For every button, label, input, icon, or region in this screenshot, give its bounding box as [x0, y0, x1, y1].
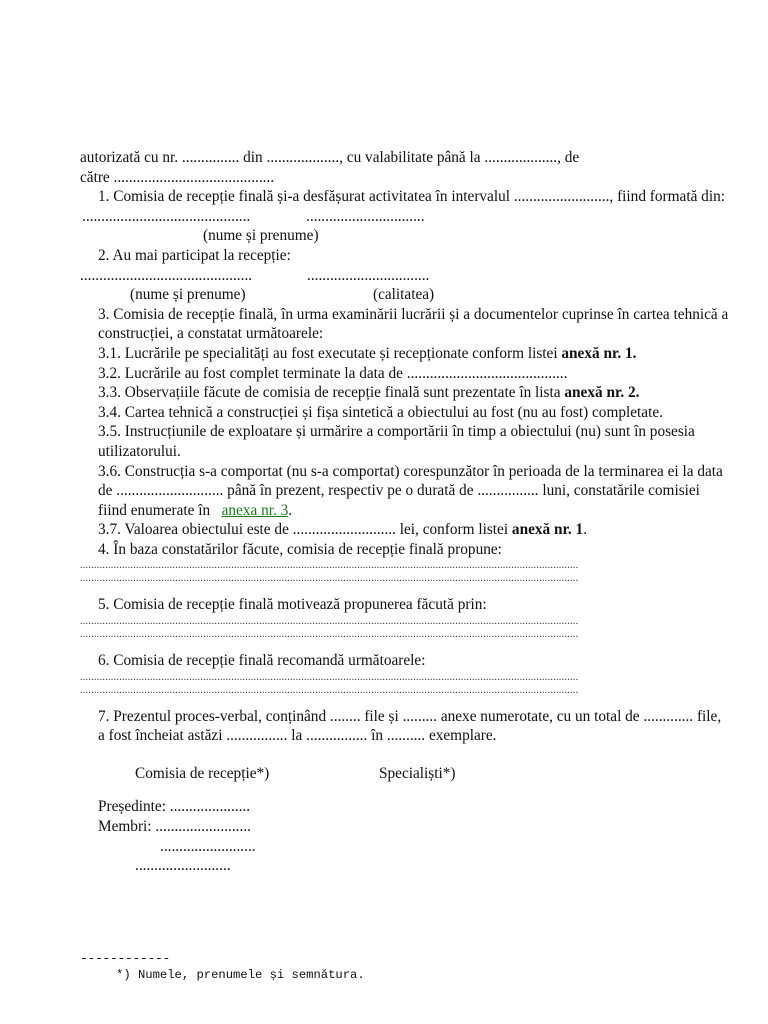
footnote: *) Numele, prenumele și semnătura. — [116, 968, 365, 982]
dotted-fill-line: .................................................................................................................................................................................. — [80, 671, 579, 683]
paragraph-6: 6. Comisia de recepție finală recomandă următoarele: — [98, 652, 426, 670]
name-dots: ............................................ — [82, 207, 251, 225]
paragraph-3: 3. Comisia de recepție finală, în urma examinării lucrării și a documentelor cuprinse în cartea tehnică a construcției, a constatat următoarele: — [98, 305, 733, 343]
member-line: ......................... — [135, 857, 231, 875]
intro-line-2: către .......................................... — [80, 168, 275, 186]
signature-headers — [80, 764, 730, 784]
participants-captions — [80, 285, 730, 305]
president-line: Președinte: ..................... — [98, 798, 251, 816]
paragraph-1: 1. Comisia de recepție finală și-a desfășurat activitatea în intervalul ........................., fiind formată din: — [98, 188, 725, 206]
caption-name: (nume și prenume) — [203, 227, 319, 245]
document-body — [80, 148, 733, 876]
p36-end: . — [288, 501, 293, 519]
paragraph-2: 2. Au mai participat la recepție: — [98, 246, 291, 264]
paragraph-3-4: 3.4. Cartea tehnică a construcției și fișa sintetică a obiectului au fost (nu au fost) completate. — [98, 403, 663, 421]
annex-1-ref: anexă nr. 1. — [561, 344, 637, 362]
dotted-fill-line: .................................................................................................................................................................................. — [80, 629, 579, 641]
p36-text: 3.6. Construcția s-a comportat (nu s-a comportat) corespunzător în perioada de la terminarea ei la data de ............................ până în prezent, respectiv pe o durată de ................ luni, constatările comisiei fiind enumerate în — [98, 462, 727, 519]
paragraph-3-1 — [80, 344, 730, 364]
signature-block — [80, 797, 730, 875]
annex-2-ref: anexă nr. 2. — [564, 384, 640, 402]
caption-quality: (calitatea) — [373, 286, 435, 304]
specialists-signature-header: Specialiști*) — [379, 764, 456, 782]
member-line: ......................... — [160, 837, 256, 855]
members-line: Membri: ......................... — [98, 818, 251, 836]
paragraph-3-6 — [80, 462, 730, 521]
p31-text: 3.1. Lucrările pe specialități au fost executate și recepționate conform listei — [98, 344, 562, 362]
commission-signature-header: Comisia de recepție*) — [135, 764, 270, 782]
name-dots: ............................................. — [80, 266, 253, 284]
annex-3-link[interactable]: anexa nr. 3 — [221, 501, 289, 519]
caption-name: (nume și prenume) — [130, 286, 246, 304]
paragraph-3-3 — [80, 383, 730, 403]
p37-end: . — [583, 521, 588, 539]
dotted-fill-line: .................................................................................................................................................................................. — [80, 573, 579, 585]
p33-text: 3.3. Observațiile făcute de comisia de recepție finală sunt prezentate în lista — [98, 384, 565, 402]
intro-line-1: autorizată cu nr. ............... din ..................., cu valabilitate până la ..................., de — [80, 149, 580, 166]
paragraph-4: 4. În baza constatărilor făcute, comisia de recepție finală propune: — [98, 540, 502, 558]
annex-1-ref: anexă nr. 1 — [511, 521, 584, 539]
quality-dots: ................................ — [307, 266, 430, 284]
paragraph-7: 7. Prezentul proces-verbal, conținând ........ file și ......... anexe numerotate, cu un total de ............. file, a fost încheiat astăzi ................ la ................ în .......... exemplare. — [98, 707, 725, 745]
participants-dots-row — [80, 266, 730, 286]
paragraph-3-2: 3.2. Lucrările au fost complet terminate la data de .......................................... — [98, 364, 568, 382]
paragraph-3-5: 3.5. Instrucțiunile de exploatare și urmărire a comportării în timp a obiectului (nu) sunt în posesia utilizatorului. — [98, 423, 699, 460]
dotted-fill-line: .................................................................................................................................................................................. — [80, 616, 579, 628]
paragraph-3-7 — [80, 520, 730, 540]
p37-text: 3.7. Valoarea obiectului este de ........................... lei, conform listei — [98, 521, 512, 539]
commission-dots-row — [80, 207, 730, 227]
dotted-fill-line: .................................................................................................................................................................................. — [80, 684, 579, 696]
footnote-separator: ------------ — [80, 951, 171, 966]
name-dots: ............................... — [306, 207, 425, 225]
dotted-fill-line: .................................................................................................................................................................................. — [80, 560, 579, 572]
paragraph-5: 5. Comisia de recepție finală motivează propunerea făcută prin: — [98, 596, 487, 614]
